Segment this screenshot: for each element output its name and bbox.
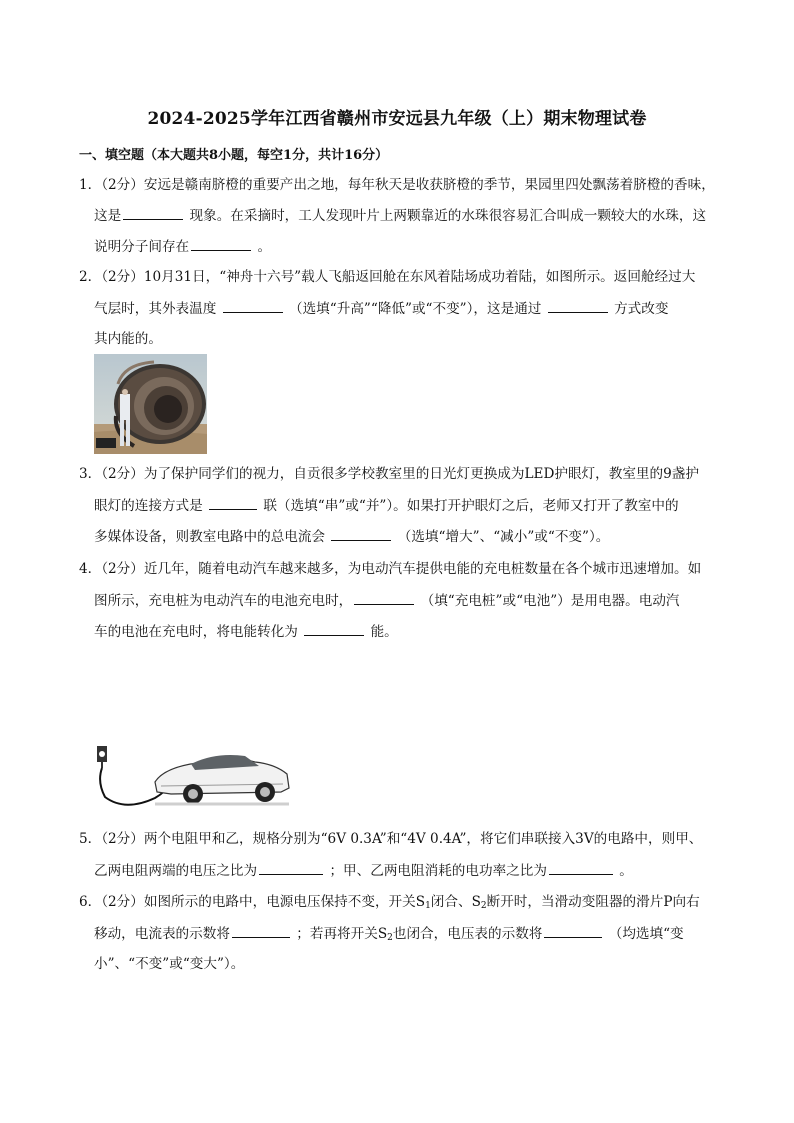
answer-blank — [304, 622, 364, 636]
q6-line2: 移动，电流表的示数将 ；若再将开关$S_2$也闭合，电压表的示数将 （均选填“变 — [94, 926, 684, 943]
q1-line2: 这是 现象。在采摘时，工人发现叶片上两颗靠近的水珠很容易汇合叫成一颗较大的水珠，这 — [94, 208, 707, 224]
q3-line3: 多媒体设备，则教室电路中的总电流会 （选填“增大”、“减小”或“不变”）。 — [94, 529, 610, 545]
q1-line3: 说明分子间存在 。 — [94, 239, 272, 255]
q6-line3: 小”、“不变”或“变大”）。 — [94, 956, 245, 972]
q4-line2: 图所示，充电桩为电动汽车的电池充电时， （填“充电桩”或“电池”）是用电器。电动汽 — [94, 593, 680, 609]
q4-line1: 4．（2分）近几年，随着电动汽车越来越多，为电动汽车提供电能的充电桩数量在各个城市迅速增加。如 — [79, 561, 702, 577]
q3-line1: 3．（2分）为了保护同学们的视力，自贡很多学校教室里的日光灯更换成为LED护眼灯，教室里的9盏护 — [79, 466, 699, 482]
reentry-capsule-image — [94, 354, 207, 454]
q4-line3: 车的电池在充电时，将电能转化为 能。 — [94, 624, 398, 640]
answer-blank — [544, 924, 602, 938]
answer-blank — [549, 861, 613, 875]
page-title: 2024-2025学年江西省赣州市安远县九年级（上）期末物理试卷 — [147, 109, 647, 129]
answer-blank — [354, 591, 414, 605]
answer-blank — [331, 527, 391, 541]
answer-blank — [259, 861, 323, 875]
q3-line2: 眼灯的连接方式是 联（选填“串”或“并”）。如果打开护眼灯之后，老师又打开了教室中的 — [94, 498, 679, 514]
q1-line1: 1．（2分）安远是赣南脐橙的重要产出之地，每年秋天是收获脐橙的季节，果园里四处飘荡着脐橙的香味， — [79, 177, 715, 193]
answer-blank — [209, 496, 257, 510]
q5-line1: 5．（2分）两个电阻甲和乙，规格分别为“6V 0.3A”和“4V 0.4A”，将它们串联接入3V的电路中，则甲、 — [79, 831, 703, 847]
answer-blank — [191, 237, 251, 251]
section-heading: 一、填空题（本大题共8小题，每空1分，共计16分） — [79, 148, 389, 163]
q6-line1: 6．（2分）如图所示的电路中，电源电压保持不变，开关$S_1$闭合、$S_2$断开时，当滑动变阻器的滑片P向右 — [79, 894, 700, 911]
answer-blank — [123, 206, 183, 220]
ev-charging-image — [95, 742, 292, 812]
answer-blank — [232, 924, 290, 938]
answer-blank — [223, 299, 283, 313]
q2-line2: 气层时，其外表温度 （选填“升高”“降低”或“不变”），这是通过 方式改变 — [94, 301, 669, 317]
q2-line1: 2．（2分）10月31日，“神舟十六号”载人飞船返回舱在东风着陆场成功着陆，如图所示。返回舱经过大 — [79, 269, 696, 285]
q2-line3: 其内能的。 — [94, 331, 162, 347]
answer-blank — [548, 299, 608, 313]
q5-line2: 乙两电阻两端的电压之比为 ；甲、乙两电阻消耗的电功率之比为 。 — [94, 863, 633, 879]
